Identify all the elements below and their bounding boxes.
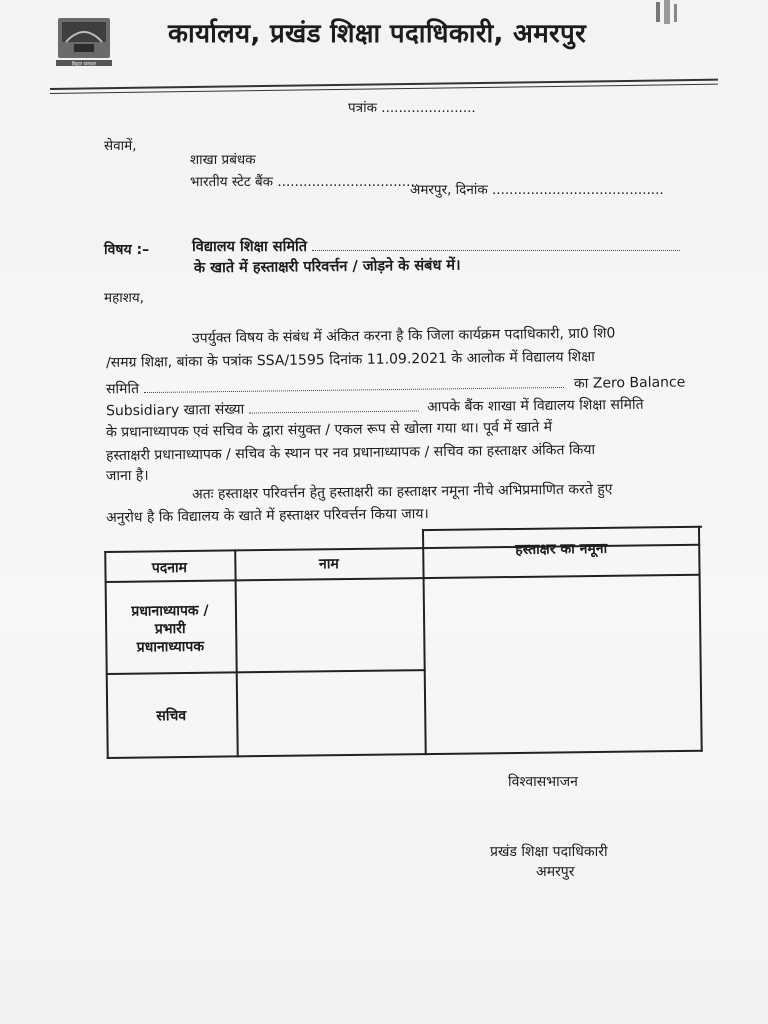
body-line-4-start: Subsidiary खाता संख्या: [105, 401, 245, 420]
body-line-7: जाना है।: [105, 467, 149, 485]
body-line-2: /समग्र शिक्षा, बांका के पत्रांक SSA/1595 दिनांक 11.09.2021 के आलोक में विद्यालय शिक्षा: [105, 349, 595, 371]
date-dots: ........................................: [492, 182, 664, 198]
corner-mark-icon: [648, 0, 688, 26]
body-line-3-end: का Zero Balance: [573, 374, 686, 392]
subject-label: विषय :–: [104, 242, 150, 258]
sevame-label: सेवामें,: [104, 138, 137, 154]
designation-headmaster-l1: प्रधानाध्यापक /: [131, 602, 209, 620]
place-date-line: [410, 180, 664, 198]
closing-officer: प्रखंड शिक्षा पदाधिकारी: [490, 844, 608, 860]
table-header-designation: पदनाम: [151, 559, 188, 577]
logo-caption: बिहार सरकार: [71, 61, 97, 68]
closing-place: अमरपुर: [536, 864, 575, 880]
place-date-label: अमरपुर, दिनांक: [410, 182, 488, 198]
designation-headmaster-l2: प्रभारी: [154, 621, 186, 638]
body-line-5: के प्रधानाध्यापक एवं सचिव के द्वारा संयुक्त / एकल रूप से खोला गया था। पूर्व में खाते में: [105, 419, 553, 441]
table-header-name: नाम: [318, 556, 339, 573]
body-line-8: अतः हस्ताक्षर परिवर्त्तन हेतु हस्ताक्षरी का हस्ताक्षर नमूना नीचे अभिप्रमाणित करते हुए: [191, 481, 613, 503]
table-border-right: [698, 526, 702, 752]
body-line-4: [106, 395, 644, 421]
bank-dots: .................................: [277, 174, 419, 190]
table-border-top-right: [422, 526, 702, 531]
body-line-1: उपर्युक्त विषय के संबंध में अंकित करना है कि जिला कार्यक्रम पदाधिकारी, प्रा0 शि0: [191, 325, 616, 347]
body-line-6: हस्ताक्षरी प्रधानाध्यापक / सचिव के स्थान पर नव प्रधानाध्यापक / सचिव का हस्ताक्षर अंकित किया: [105, 442, 596, 464]
salutation: महाशय,: [104, 290, 145, 306]
office-title: कार्यालय, प्रखंड शिक्षा पदाधिकारी, अमरपुर: [168, 19, 586, 49]
subject-dots: [312, 240, 680, 251]
table-header-signature: हस्ताक्षर का नमूना: [515, 540, 608, 558]
closing-vishwasbhajan: विश्वासभाजन: [508, 774, 578, 790]
address-line-manager: शाखा प्रबंधक: [190, 152, 256, 168]
table-row-secretary: सचिव: [156, 708, 187, 725]
subject-line-1: [192, 236, 680, 256]
address-line-bank: [190, 172, 419, 190]
bihar-emblem-logo: [52, 14, 116, 70]
table-row-divider: [106, 669, 426, 674]
body-line-9: अनुरोध है कि विद्यालय के खाते में हस्ताक्षर परिवर्त्तन किया जाय।: [105, 506, 429, 526]
body-line-4-end: आपके बैंक शाखा में विद्यालय शिक्षा समिति: [427, 396, 644, 416]
signature-table: [104, 526, 703, 759]
patrank-dots: ......................: [381, 100, 476, 116]
designation-headmaster-l3: प्रधानाध्यापक: [136, 638, 205, 656]
table-border-bottom: [107, 750, 703, 759]
subject-line-1-text: विद्यालय शिक्षा समिति: [192, 239, 308, 255]
bank-name: भारतीय स्टेट बैंक: [190, 174, 274, 190]
subject-line-2: के खाते में हस्ताक्षरी परिवर्त्तन / जोड़ने के संबंध में।: [193, 257, 461, 277]
body-line-3-start: समिति: [105, 381, 140, 398]
table-row-headmaster: [105, 601, 236, 657]
patrank-line: [348, 98, 476, 116]
table-col-divider-2: [422, 529, 426, 755]
account-number-dots: [249, 400, 419, 413]
samiti-dots: [143, 377, 563, 393]
patrank-label: पत्रांक: [348, 100, 377, 116]
